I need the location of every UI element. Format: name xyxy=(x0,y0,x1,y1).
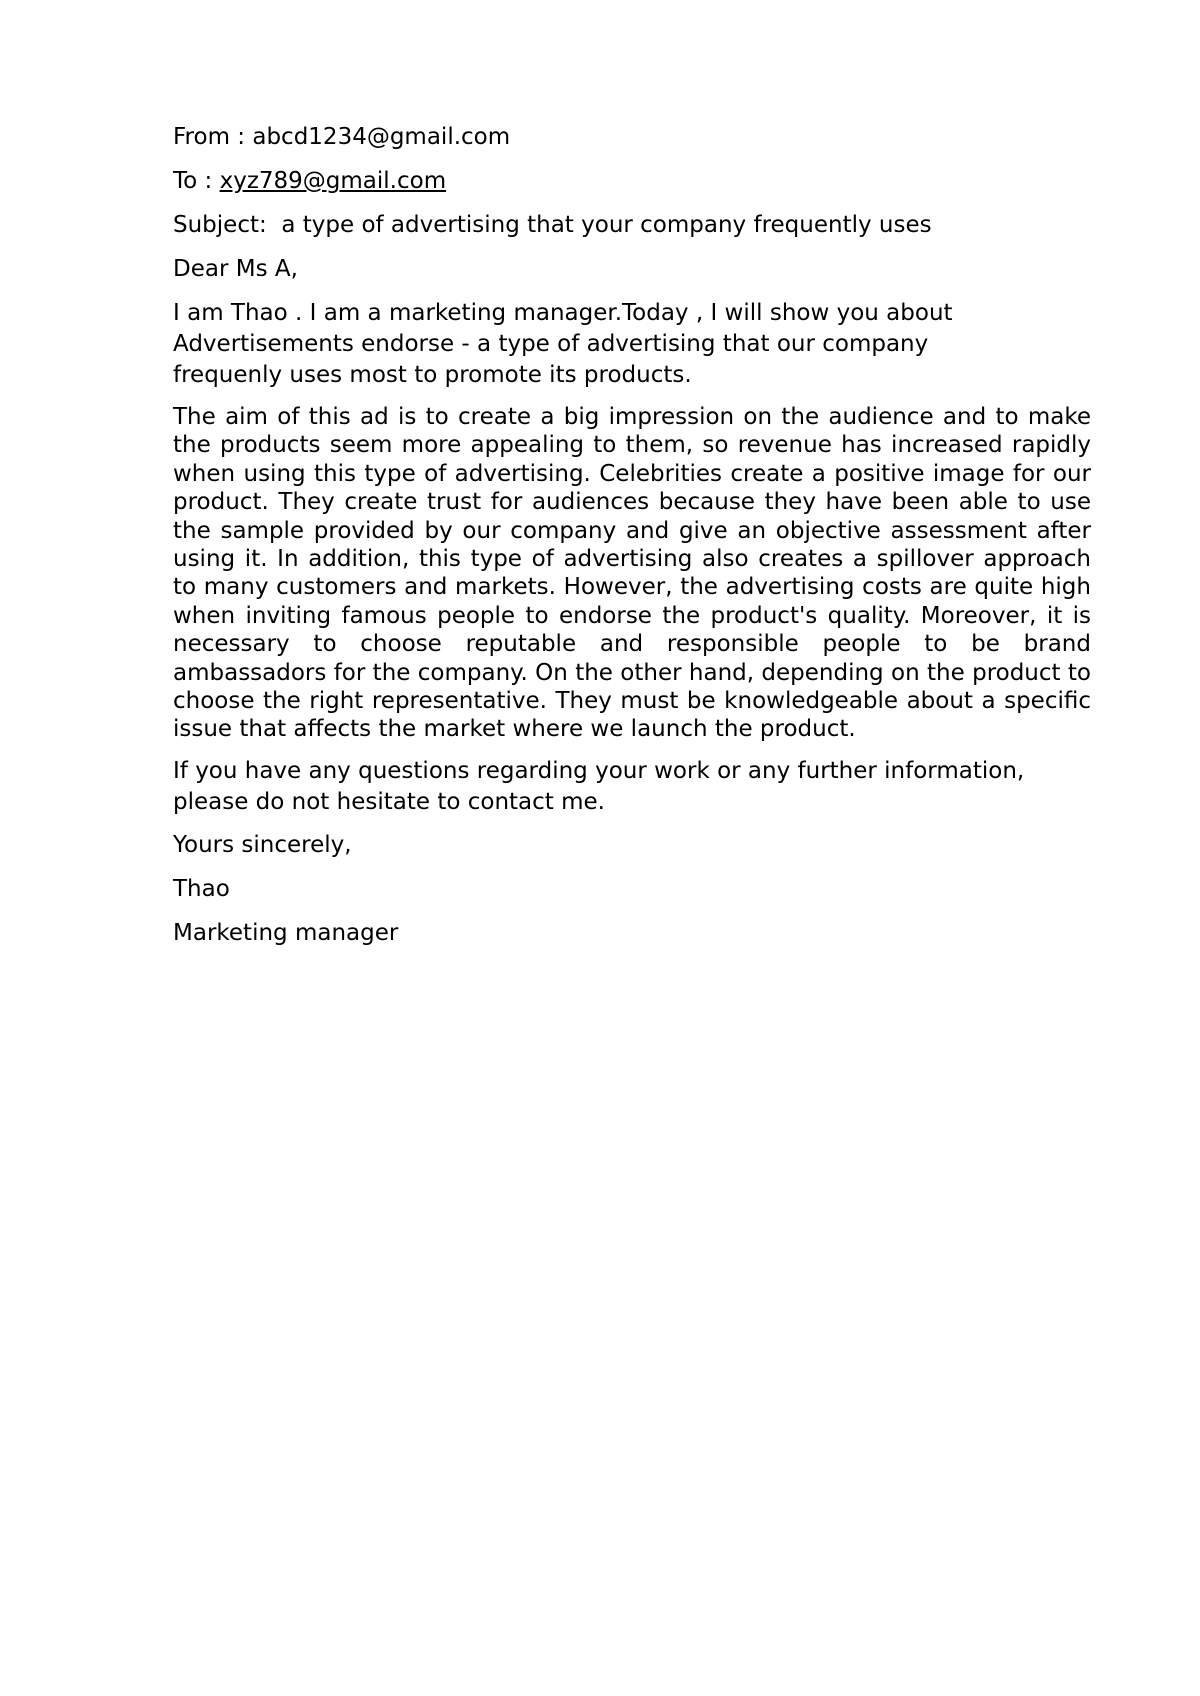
signature-name: Thao xyxy=(173,875,230,902)
signature-title: Marketing manager xyxy=(173,919,399,946)
to-line xyxy=(173,166,1091,196)
sign-off: Yours sincerely, xyxy=(173,831,352,858)
to-address-link[interactable]: xyz789@gmail.com xyxy=(219,168,447,194)
body-paragraph: The aim of this ad is to create a big impression on the audience and to make the products seem more appealing to them, so revenue has increased rapidly when using this type of advertising. Celebrities create a positive image for our product. They create trust for audiences because they have been able to use the sample provided by our company and give an objective assessment after using it. In addition, this type of advertising also creates a spillover approach to many customers and markets. However, the advertising costs are quite high when inviting famous people to endorse the product's quality. Moreover, it is necessary to choose reputable and responsible people to be brand ambassadors for the company. On the other hand, depending on the product to choose the right representative. They must be knowledgeable about a specific issue that affects the market where we launch the product. xyxy=(173,404,1091,743)
subject-line xyxy=(173,210,1091,240)
subject-label: Subject: xyxy=(173,212,267,238)
closing-note-paragraph: If you have any questions regarding your work or any further information, please do not hesitate to contact me. xyxy=(173,757,1025,815)
subject-text: a type of advertising that your company frequently uses xyxy=(281,212,932,238)
greeting: Dear Ms A, xyxy=(173,256,298,282)
letter-content xyxy=(173,122,1091,962)
intro-paragraph: I am Thao . I am a marketing manager.Today , I will show you about Advertisements endorse - a type of advertising that our company frequenly uses most to promote its products. xyxy=(173,300,953,388)
to-label: To : xyxy=(173,168,220,194)
from-address: abcd1234@gmail.com xyxy=(252,124,511,150)
from-label: From : xyxy=(173,124,253,150)
from-line xyxy=(173,122,1091,152)
